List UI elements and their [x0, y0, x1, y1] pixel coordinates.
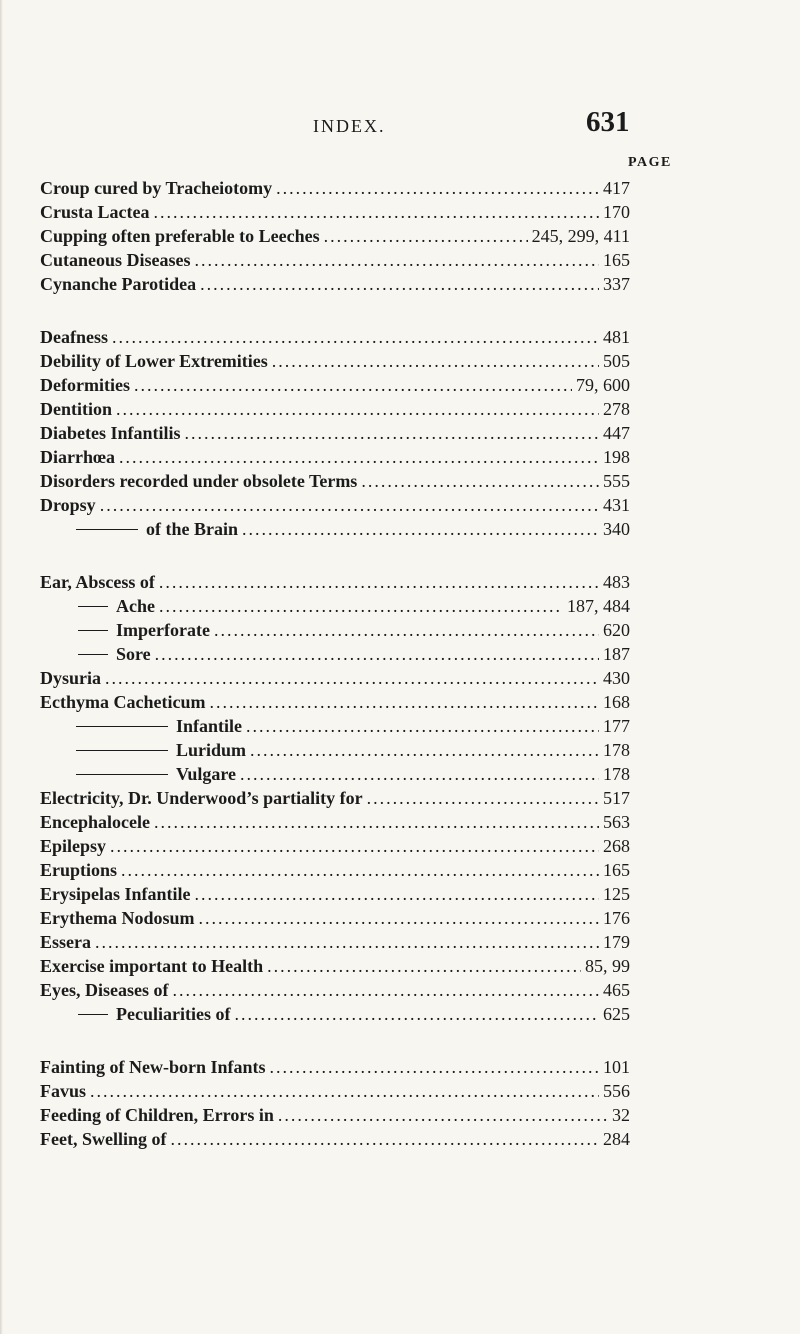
dot-leader [195, 248, 599, 272]
entry-page-refs: 32 [612, 1105, 630, 1125]
entry-page-refs: 517 [603, 788, 630, 808]
dot-leader [159, 594, 563, 618]
dot-leader [242, 517, 599, 541]
dot-leader [276, 176, 599, 200]
dot-leader [95, 930, 599, 954]
index-entry [40, 421, 630, 445]
entry-label: Feet, Swelling of [40, 1129, 167, 1149]
entry-label: Cutaneous Diseases [40, 250, 191, 270]
entry-page-refs: 556 [603, 1081, 630, 1101]
entry-page-refs: 555 [603, 471, 630, 491]
dot-leader [361, 469, 599, 493]
entry-label: Ear, Abscess of [40, 572, 155, 592]
index-entry [40, 786, 630, 810]
entry-label: Epilepsy [40, 836, 107, 856]
entry-page-refs: 165 [603, 860, 630, 880]
index-entry [40, 349, 630, 373]
dot-leader [367, 786, 599, 810]
entry-label: Imperforate [116, 620, 210, 640]
entry-label: Ache [116, 596, 155, 616]
ditto-dash [78, 1014, 108, 1015]
dot-leader [270, 1055, 599, 1079]
index-subentry [40, 714, 630, 738]
dot-leader [267, 954, 581, 978]
entry-label: Favus [40, 1081, 87, 1101]
entry-label: Fainting of New-born Infants [40, 1057, 266, 1077]
entry-label: Erysipelas Infantile [40, 884, 191, 904]
page-binding-edge [0, 0, 3, 1334]
index-entry [40, 224, 630, 248]
entry-page-refs: 430 [603, 668, 630, 688]
entry-label: Eruptions [40, 860, 118, 880]
dot-leader [119, 445, 599, 469]
entry-page-refs: 268 [603, 836, 630, 856]
index-subentry [40, 762, 630, 786]
index-entry [40, 570, 630, 594]
entry-label: Debility of Lower Extremities [40, 351, 268, 371]
entry-page-refs: 168 [603, 692, 630, 712]
entry-label: Vulgare [176, 764, 237, 784]
entry-page-refs: 625 [603, 1004, 630, 1024]
entry-label: Disorders recorded under obsolete Terms [40, 471, 358, 491]
entry-page-refs: 563 [603, 812, 630, 832]
entry-page-refs: 447 [603, 423, 630, 443]
ditto-dash [78, 630, 108, 631]
dot-leader [234, 1002, 599, 1026]
entry-label: Feeding of Children, Errors in [40, 1105, 274, 1125]
dot-leader [90, 1079, 599, 1103]
entry-label: Dropsy [40, 495, 96, 515]
index-entry [40, 397, 630, 421]
entry-label: Dentition [40, 399, 112, 419]
entry-label: Peculiarities of [116, 1004, 231, 1024]
entry-page-refs: 101 [603, 1057, 630, 1077]
index-subentry [40, 594, 630, 618]
entry-page-refs: 170 [603, 202, 630, 222]
entry-label: Eyes, Diseases of [40, 980, 169, 1000]
entry-label: Crusta Lactea [40, 202, 150, 222]
index-entry [40, 666, 630, 690]
entry-page-refs: 505 [603, 351, 630, 371]
dot-leader [100, 493, 599, 517]
entry-page-refs: 125 [603, 884, 630, 904]
index-entry [40, 930, 630, 954]
entry-label: Infantile [176, 716, 243, 736]
index-subentry [40, 642, 630, 666]
index-entry [40, 690, 630, 714]
entry-page-refs: 278 [603, 399, 630, 419]
dot-leader [173, 978, 600, 1002]
dot-leader [240, 762, 599, 786]
index-subentry [40, 618, 630, 642]
index-entry [40, 882, 630, 906]
ditto-dash [78, 654, 108, 655]
entry-page-refs: 187 [603, 644, 630, 664]
entry-label: Diabetes Infantilis [40, 423, 181, 443]
entry-page-refs: 178 [603, 740, 630, 760]
dot-leader [121, 858, 599, 882]
page-header [0, 100, 800, 140]
dot-leader [159, 570, 599, 594]
entry-page-refs: 340 [603, 519, 630, 539]
dot-leader [272, 349, 599, 373]
index-subentry [40, 1002, 630, 1026]
dot-leader [116, 397, 599, 421]
dot-leader [105, 666, 599, 690]
group-gap [40, 296, 630, 325]
index-entry [40, 469, 630, 493]
entry-label: Exercise important to Health [40, 956, 264, 976]
dot-leader [110, 834, 599, 858]
entry-label: Encephalocele [40, 812, 150, 832]
entry-page-refs: 431 [603, 495, 630, 515]
index-entry [40, 248, 630, 272]
group-gap [40, 541, 630, 570]
entry-page-refs: 178 [603, 764, 630, 784]
index-subentry [40, 738, 630, 762]
entry-label: Cynanche Parotidea [40, 274, 197, 294]
entry-label: Ecthyma Cacheticum [40, 692, 206, 712]
dot-leader [112, 325, 599, 349]
entry-label: Electricity, Dr. Underwood’s partiality for [40, 788, 363, 808]
running-title: INDEX. [313, 116, 386, 136]
index-entry [40, 834, 630, 858]
index-entry [40, 176, 630, 200]
dot-leader [170, 1127, 599, 1151]
dot-leader [324, 224, 528, 248]
entry-label: Essera [40, 932, 91, 952]
page-column-heading: PAGE [628, 155, 672, 170]
index-subentry [40, 517, 630, 541]
page-number: 631 [586, 106, 630, 138]
index-entry [40, 906, 630, 930]
entry-label: Deformities [40, 375, 130, 395]
index-entry [40, 445, 630, 469]
index-entry [40, 272, 630, 296]
ditto-dash [76, 774, 168, 775]
entry-label: Erythema Nodosum [40, 908, 195, 928]
dot-leader [154, 810, 599, 834]
entry-page-refs: 417 [603, 178, 630, 198]
index-entry [40, 1079, 630, 1103]
entry-page-refs: 179 [603, 932, 630, 952]
entry-label: of the Brain [146, 519, 238, 539]
index-entry [40, 1103, 630, 1127]
dot-leader [185, 421, 599, 445]
entry-label: Luridum [176, 740, 247, 760]
index-entry [40, 373, 630, 397]
index-entry [40, 1055, 630, 1079]
index-entry [40, 810, 630, 834]
dot-leader [199, 906, 599, 930]
index-entry [40, 1127, 630, 1151]
entry-label: Cupping often preferable to Leeches [40, 226, 320, 246]
entry-page-refs: 284 [603, 1129, 630, 1149]
ditto-dash [76, 726, 168, 727]
dot-leader [134, 373, 572, 397]
dot-leader [153, 200, 599, 224]
dot-leader [155, 642, 599, 666]
index-entry [40, 493, 630, 517]
dot-leader [278, 1103, 608, 1127]
entry-page-refs: 245, 299, 411 [531, 226, 630, 246]
index-entry [40, 978, 630, 1002]
entry-page-refs: 165 [603, 250, 630, 270]
entry-page-refs: 176 [603, 908, 630, 928]
entry-label: Croup cured by Tracheiotomy [40, 178, 273, 198]
entry-page-refs: 483 [603, 572, 630, 592]
entry-page-refs: 79, 600 [576, 375, 630, 395]
index-entry [40, 858, 630, 882]
dot-leader [250, 738, 599, 762]
entry-page-refs: 337 [603, 274, 630, 294]
entry-label: Dysuria [40, 668, 102, 688]
index-entry [40, 954, 630, 978]
entry-page-refs: 85, 99 [585, 956, 630, 976]
dot-leader [200, 272, 599, 296]
entry-label: Diarrhœa [40, 447, 115, 467]
index-entries [40, 176, 630, 1151]
entry-label: Sore [116, 644, 151, 664]
dot-leader [246, 714, 599, 738]
entry-page-refs: 198 [603, 447, 630, 467]
index-entry [40, 325, 630, 349]
entry-page-refs: 187, 484 [567, 596, 630, 616]
ditto-dash [76, 750, 168, 751]
dot-leader [209, 690, 599, 714]
entry-page-refs: 465 [603, 980, 630, 1000]
entry-label: Deafness [40, 327, 108, 347]
entry-page-refs: 177 [603, 716, 630, 736]
index-entry [40, 200, 630, 224]
ditto-dash [76, 529, 138, 530]
group-gap [40, 1026, 630, 1055]
dot-leader [195, 882, 599, 906]
entry-page-refs: 481 [603, 327, 630, 347]
entry-page-refs: 620 [603, 620, 630, 640]
ditto-dash [78, 606, 108, 607]
dot-leader [214, 618, 599, 642]
